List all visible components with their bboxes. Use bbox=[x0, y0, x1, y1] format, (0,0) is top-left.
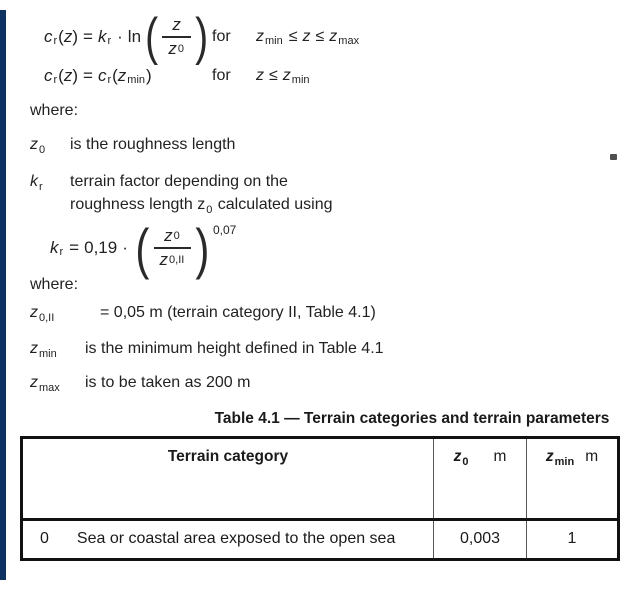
leq-sign: ≤ bbox=[288, 28, 298, 45]
definition-z0II-text: = 0,05 m (terrain category II, Table 4.1) bbox=[100, 304, 376, 322]
definition-zmax-text: is to be taken as 200 m bbox=[85, 373, 251, 391]
definition-z0-text: is the roughness length bbox=[70, 136, 236, 153]
term-zmax bbox=[30, 374, 85, 392]
sub-max: max bbox=[39, 381, 60, 394]
definition-kr-line2-pre: roughness length z bbox=[70, 196, 206, 214]
definition-kr-text bbox=[70, 170, 627, 216]
fraction-z0-over-z0II bbox=[154, 225, 192, 271]
equation-cr2-lhs-rhs bbox=[44, 66, 212, 86]
equation-cr-lhs-rhs bbox=[44, 7, 212, 66]
var-c: c bbox=[97, 66, 107, 85]
var-z: z bbox=[256, 67, 264, 84]
equals-sign: = bbox=[69, 238, 80, 258]
header-z0-unit: m bbox=[493, 447, 507, 465]
sub-0II: 0,II bbox=[169, 254, 185, 267]
dot-operator: · bbox=[117, 27, 123, 46]
paren-close: ) bbox=[146, 66, 152, 85]
var-z: z bbox=[63, 66, 73, 85]
definition-kr bbox=[30, 170, 627, 216]
sub-r: r bbox=[53, 74, 58, 86]
definition-kr-line2-post: calculated using bbox=[217, 196, 333, 214]
var-k: k bbox=[50, 238, 59, 258]
for-label: for bbox=[212, 28, 231, 45]
header-z0-symbol bbox=[454, 448, 470, 466]
paren-close: ) bbox=[72, 66, 79, 85]
var-k: k bbox=[97, 27, 107, 46]
var-z: z bbox=[453, 447, 462, 465]
var-z: z bbox=[302, 28, 311, 45]
sub-min: min bbox=[265, 35, 283, 47]
sub-0: 0 bbox=[206, 204, 213, 217]
var-z: z bbox=[30, 373, 38, 391]
sub-r: r bbox=[107, 35, 112, 47]
var-z: z bbox=[172, 15, 181, 34]
ln-function: ln bbox=[127, 27, 142, 46]
equation-kr bbox=[50, 216, 237, 280]
definition-zmin bbox=[30, 337, 627, 360]
paren-close: ) bbox=[72, 27, 79, 46]
category-number: 0 bbox=[40, 530, 49, 548]
big-paren-open: ( bbox=[145, 7, 159, 66]
sub-0: 0 bbox=[39, 144, 46, 156]
sub-r: r bbox=[53, 35, 58, 47]
var-k: k bbox=[30, 173, 38, 191]
coefficient: 0,19 bbox=[84, 238, 118, 258]
sub-r: r bbox=[59, 246, 64, 259]
big-paren-open: ( bbox=[135, 216, 150, 280]
table-4-1 bbox=[20, 436, 620, 561]
for-label: for bbox=[212, 67, 231, 84]
var-z: z bbox=[63, 27, 73, 46]
condition-zmin-z-zmax bbox=[256, 28, 627, 46]
var-z: z bbox=[30, 304, 38, 322]
left-accent-bar bbox=[0, 10, 6, 580]
equals-sign: = bbox=[83, 27, 93, 46]
sub-r: r bbox=[39, 181, 43, 194]
var-c: c bbox=[44, 66, 53, 85]
condition-z-leq-zmin bbox=[256, 67, 627, 85]
var-z: z bbox=[159, 250, 169, 270]
big-paren-close: ) bbox=[195, 216, 210, 280]
where-label-1: where: bbox=[30, 102, 79, 119]
paren-open: ( bbox=[58, 66, 64, 85]
var-z: z bbox=[117, 66, 127, 85]
term-z0II bbox=[30, 304, 100, 325]
equals-sign: = bbox=[83, 66, 93, 85]
leq-sign: ≤ bbox=[315, 28, 325, 45]
exponent: 0,07 bbox=[212, 222, 237, 237]
var-z: z bbox=[30, 340, 38, 358]
sub-max: max bbox=[338, 35, 360, 47]
sub-0: 0 bbox=[177, 43, 184, 55]
sub-0: 0 bbox=[462, 455, 469, 468]
var-z: z bbox=[168, 39, 177, 58]
dot-operator: · bbox=[122, 238, 128, 258]
sub-min: min bbox=[127, 74, 146, 86]
cell-category-desc bbox=[22, 519, 434, 559]
sub-min: min bbox=[291, 74, 310, 86]
leq-sign: ≤ bbox=[269, 67, 278, 84]
sub-0II: 0,II bbox=[39, 312, 55, 325]
term-kr bbox=[30, 173, 70, 194]
category-description: Sea or coastal area exposed to the open sea bbox=[76, 530, 396, 548]
paren-open: ( bbox=[112, 66, 118, 85]
table-row-category-0 bbox=[22, 519, 619, 559]
definition-zmin-text: is the minimum height defined in Table 4.1 bbox=[85, 340, 384, 358]
scan-artifact bbox=[610, 154, 617, 160]
cell-z0-value: 0,003 bbox=[434, 519, 527, 559]
header-z0 bbox=[434, 437, 527, 519]
definition-z0II bbox=[30, 301, 627, 324]
header-terrain-category: Terrain category bbox=[22, 437, 434, 519]
var-z: z bbox=[545, 447, 554, 465]
definition-z0 bbox=[30, 133, 627, 156]
var-z: z bbox=[329, 28, 338, 45]
definition-kr-line1: terrain factor depending on the bbox=[70, 173, 288, 191]
equation-cr-log-law bbox=[44, 7, 627, 66]
var-z: z bbox=[164, 226, 173, 246]
big-paren-close: ) bbox=[195, 7, 209, 66]
definition-zmax bbox=[30, 371, 627, 394]
header-zmin-unit: m bbox=[585, 447, 599, 465]
cell-zmin-value: 1 bbox=[527, 519, 619, 559]
table-caption: Table 4.1 — Terrain categories and terrain parameters bbox=[214, 409, 610, 427]
term-zmin bbox=[30, 340, 85, 361]
term-z0 bbox=[30, 136, 70, 154]
sub-r: r bbox=[107, 74, 112, 86]
sub-min: min bbox=[39, 348, 57, 361]
var-z: z bbox=[282, 67, 291, 84]
table-header-row bbox=[22, 437, 619, 519]
paren-open: ( bbox=[58, 27, 64, 46]
var-z: z bbox=[30, 136, 38, 153]
var-z: z bbox=[256, 28, 264, 45]
var-c: c bbox=[44, 27, 53, 46]
fraction-z-over-z0 bbox=[162, 14, 191, 60]
sub-min: min bbox=[554, 455, 575, 468]
header-zmin-symbol bbox=[546, 448, 575, 466]
equation-cr-below-zmin bbox=[44, 66, 627, 86]
sub-0: 0 bbox=[173, 230, 180, 243]
header-zmin bbox=[527, 437, 619, 519]
where-label-2: where: bbox=[30, 276, 79, 294]
